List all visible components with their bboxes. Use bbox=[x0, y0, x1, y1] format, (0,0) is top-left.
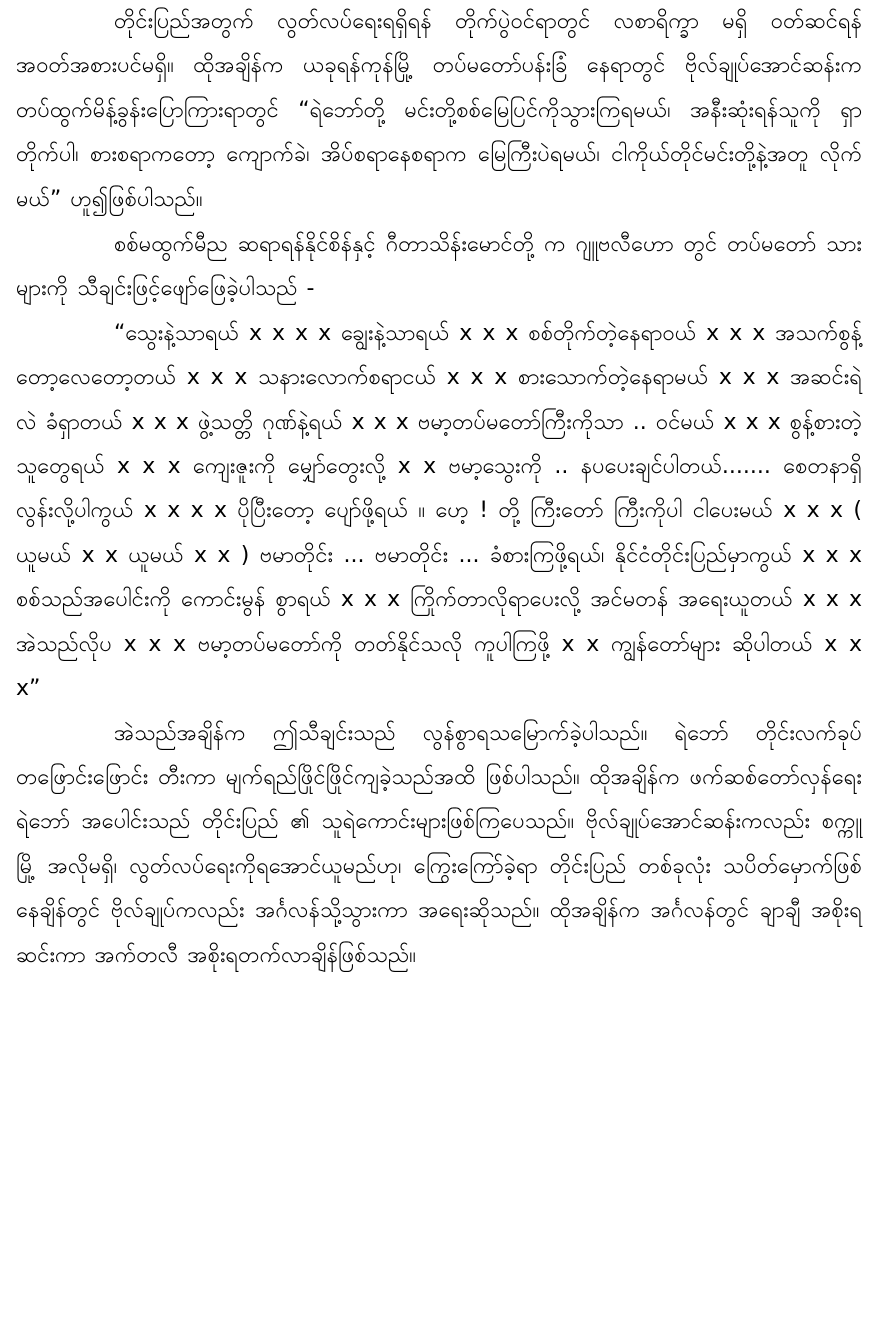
paragraph-aftermath: အဲသည်အချိန်က ဤသီချင်းသည် လွန်စွာရသမြောက်ခဲ့ပါသည်။ ရဲဘော် တိုင်းလက်ခုပ်တဖြောင်းဖြောင်း တီးကာ မျက်ရည်ဖြိုင်ဖြိုင်ကျခဲ့သည်အထိ ဖြစ်ပါသည်။ ထိုအချိန်က ဖက်ဆစ်တော်လှန်ရေးရဲဘော် အပေါင်းသည် တိုင်းပြည် ၏ သူရဲကောင်းများဖြစ်ကြပေသည်။ ဗိုလ်ချုပ်အောင်ဆန်းကလည်း စက္ကူမြို့ အလိုမရှိ၊ လွတ်လပ်ရေးကိုရအောင်ယူမည်ဟု၊ ကြွေးကြော်ခဲ့ရာ တိုင်းပြည် တစ်ခုလုံး သပိတ်မှောက်ဖြစ်နေချိန်တွင် ဗိုလ်ချုပ်ကလည်း အင်္ဂလန်သို့သွားကာ အရေးဆိုသည်။ ထိုအချိန်က အင်္ဂလန်တွင် ချာချီ အစိုးရဆင်းကာ အက်တလီ အစိုးရတက်လာချိန်ဖြစ်သည်။ bbox=[16, 720, 862, 968]
document-page bbox=[16, 0, 862, 978]
paragraph-jubilee-hall-performance: စစ်မထွက်မီည ဆရာရန်နိုင်စိန်နှင့် ဂီတာသိန်းမောင်တို့ က ဂျူဗလီဟော တွင် တပ်မတော် သားများကို သီချင်းဖြင့်ဖျော်ဖြေခဲ့ပါသည် - bbox=[16, 232, 862, 302]
paragraph-song-lyrics: “သွေးနဲ့သာရယ် x x x x ချွေးနဲ့သာရယ် x x x စစ်တိုက်တဲ့နေရာဝယ် x x x အသက်စွန့် တော့လေတော့တယ် x x x သနားလောက်စရာငယ် x x x စားသောက်တဲ့နေရာမယ် x x x အဆင်းရဲလဲ ခံရှာတယ် x x x ဖွဲ့သတ္တိ ဂုဏ်နဲ့ရယ် x x x ဗမာ့တပ်မတော်ကြီးကိုသာ .. ဝင်မယ် x x x စွန့်စားတဲ့သူတွေရယ် x x x ကျေးဇူးကို မျှော်တွေးလို့ x x ဗမာ့သွေးကို .. နပပေးချင်ပါတယ်....... စေတနာရှိလွန်းလို့ပါကွယ် x x x x ပိုပြီးတော့ ပျော်ဖို့ရယ် ။ ဟေ့ ! တို့ ကြီးတော် ကြီးကိုပါ ငါပေးမယ် x x x ( ယူမယ် x x ယူမယ် x x ) ဗမာတိုင်း ... ဗမာတိုင်း ... ခံစားကြဖို့ရယ်၊ နိုင်ငံတိုင်းပြည်မှာကွယ် x x x စစ်သည်အပေါင်းကို ကောင်းမွန် စွာရယ် x x x ကြိုက်တာလိုရာပေးလို့ အင်မတန် အရေးယူတယ် x x x အဲသည်လိုပ x x x ဗမာ့တပ်မတော်ကို တတ်နိုင်သလို ကူပါကြဖို့ x x ကျွန်တော်များ ဆိုပါတယ် x x x” bbox=[16, 320, 862, 702]
paragraph-independence-struggle: တိုင်းပြည်အတွက် လွတ်လပ်ရေးရရှိရန် တိုက်ပွဲဝင်ရာတွင် လစာရိက္ခာ မရှိ ဝတ်ဆင်ရန်အဝတ်အစားပင်မရှိ။ ထိုအချိန်က ယခုရန်ကုန်မြို့ တပ်မတော်ပန်းခြံ နေရာတွင် ဗိုလ်ချုပ်အောင်ဆန်းက တပ်ထွက်မိန့်ခွန်းပြောကြားရာတွင် “ရဲဘော်တို့ မင်းတို့စစ်မြေပြင်ကိုသွားကြရမယ်၊ အနီးဆုံးရန်သူကို ရှာတိုက်ပါ၊ စားစရာကတော့ ကျောက်ခဲ၊ အိပ်စရာနေစရာက မြေကြီးပဲရမယ်၊ ငါကိုယ်တိုင်မင်းတို့နဲ့အတူ လိုက်မယ်” ဟူ၍ဖြစ်ပါသည်။ bbox=[16, 9, 862, 212]
